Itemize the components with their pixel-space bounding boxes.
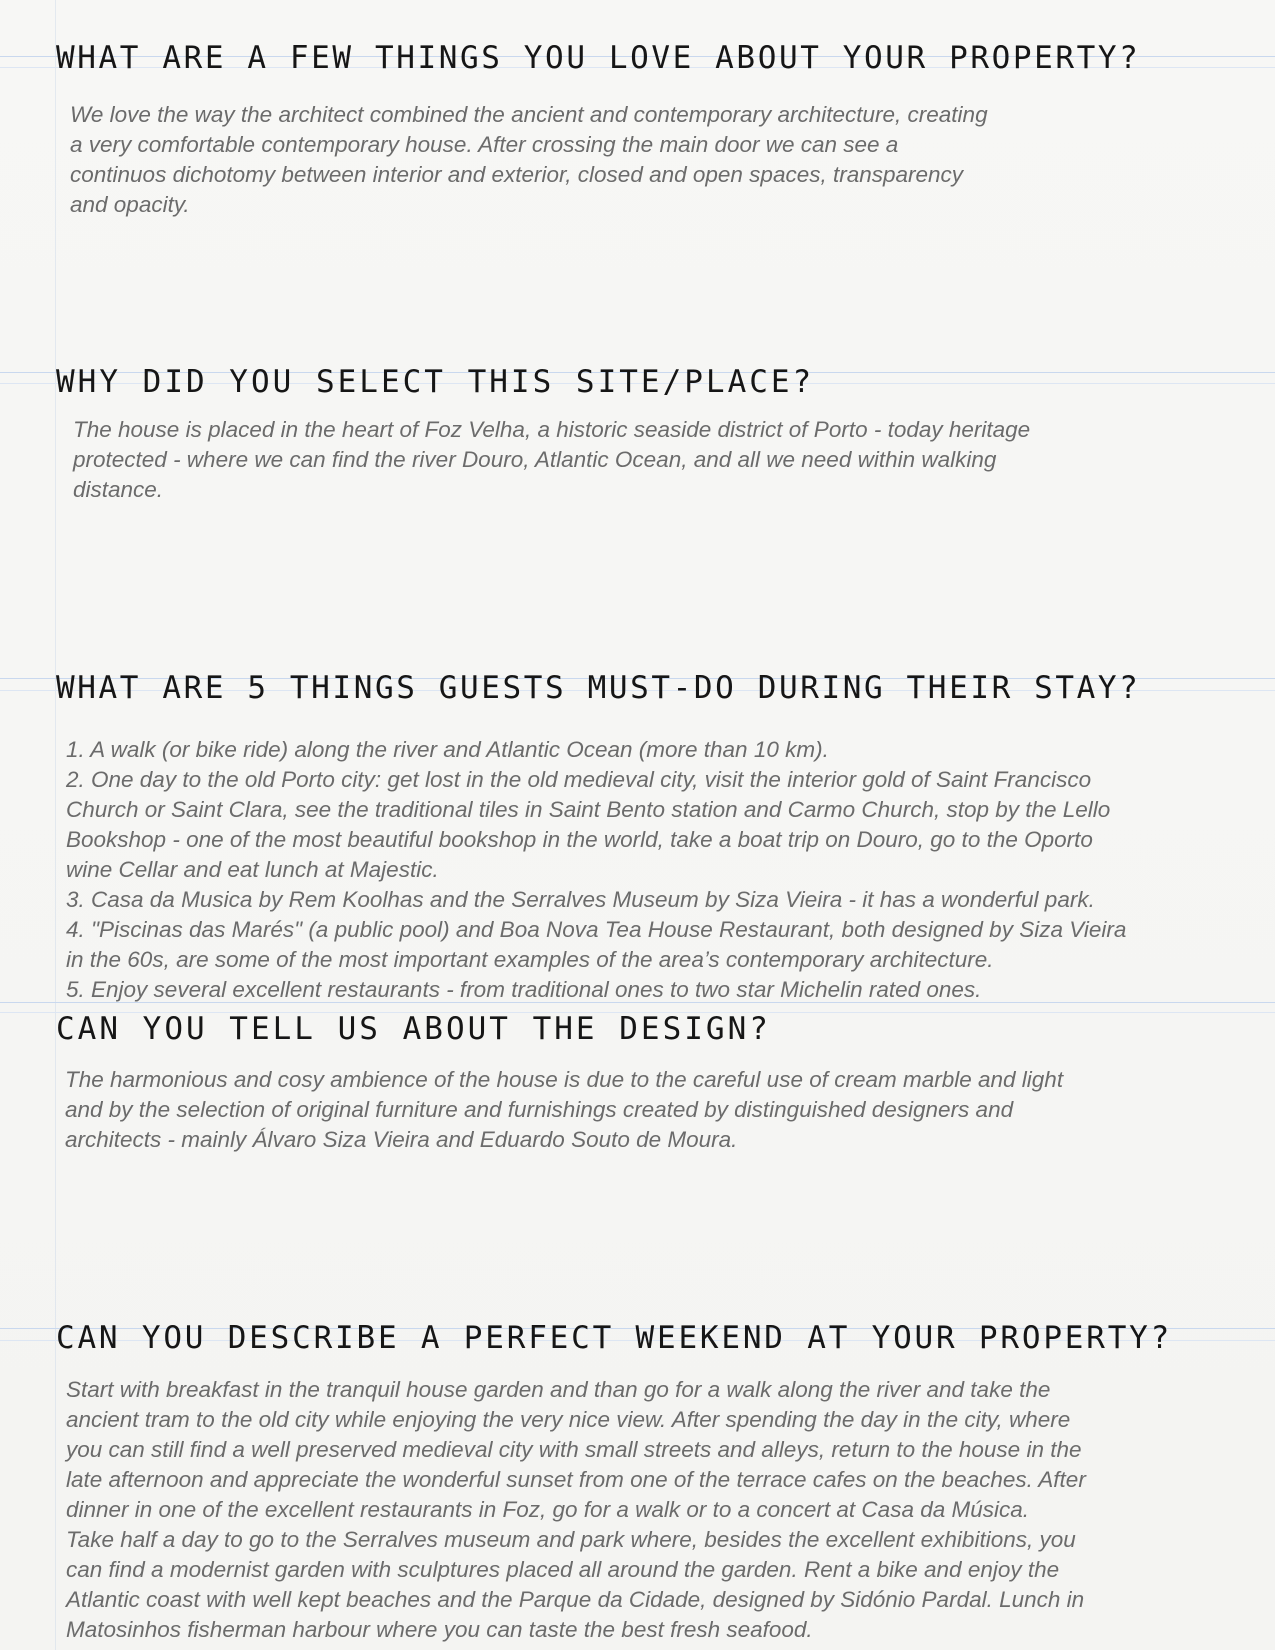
answer-line: Take half a day to go to the Serralves museum and park where, besides the excellent exhibitions, you — [66, 1527, 1076, 1552]
answer-line: 2. One day to the old Porto city: get lost in the old medieval city, visit the interior gold of Saint Francisco — [66, 767, 1092, 792]
answer-line: can find a modernist garden with sculptures placed all around the garden. Rent a bike and enjoy the — [66, 1557, 1060, 1582]
answer-line: you can still find a well preserved medieval city with small streets and alleys, return to the house in the — [66, 1437, 1082, 1462]
answer-line: continuos dichotomy between interior and exterior, closed and open spaces, transparency — [70, 162, 964, 187]
question-heading-design: CAN YOU TELL US ABOUT THE DESIGN? — [56, 1011, 771, 1047]
answer-line: Church or Saint Clara, see the traditional tiles in Saint Bento station and Carmo Church, stop by the Lello — [66, 797, 1111, 822]
answer-design — [65, 1065, 1265, 1155]
answer-line: and opacity. — [70, 192, 190, 217]
margin-line — [55, 0, 56, 1650]
answer-line: The harmonious and cosy ambience of the house is due to the careful use of cream marble and light — [65, 1067, 1064, 1092]
question-heading-must-do: WHAT ARE 5 THINGS GUESTS MUST-DO DURING THEIR STAY? — [56, 670, 1141, 706]
answer-line: wine Cellar and eat lunch at Majestic. — [66, 857, 439, 882]
answer-line: distance. — [73, 477, 164, 502]
answer-line: The house is placed in the heart of Foz Velha, a historic seaside district of Porto - today heritage — [73, 417, 1031, 442]
question-heading-select-site: WHY DID YOU SELECT THIS SITE/PLACE? — [56, 364, 815, 400]
answer-love-property — [70, 100, 1250, 220]
answer-perfect-weekend — [66, 1375, 1266, 1645]
answer-line: Atlantic coast with well kept beaches and the Parque da Cidade, designed by Sidónio Pardal. Lunch in — [66, 1587, 1085, 1612]
answer-line: protected - where we can find the river Douro, Atlantic Ocean, and all we need within walking — [73, 447, 997, 472]
answer-line: and by the selection of original furniture and furnishings created by distinguished designers and — [65, 1097, 1014, 1122]
question-heading-love-property: WHAT ARE A FEW THINGS YOU LOVE ABOUT YOUR PROPERTY? — [56, 40, 1141, 76]
answer-must-do — [66, 735, 1266, 1005]
answer-line: 3. Casa da Musica by Rem Koolhas and the Serralves Museum by Siza Vieira - it has a wonderful park. — [66, 887, 1095, 912]
answer-line: We love the way the architect combined the ancient and contemporary architecture, creating — [70, 102, 988, 127]
answer-line: ancient tram to the old city while enjoying the very nice view. After spending the day in the city, where — [66, 1407, 1071, 1432]
answer-line: dinner in one of the excellent restaurants in Foz, go for a walk or to a concert at Casa da Música. — [66, 1497, 1030, 1522]
answer-line: 5. Enjoy several excellent restaurants - from traditional ones to two star Michelin rated ones. — [66, 977, 982, 1002]
answer-line: architects - mainly Álvaro Siza Vieira and Eduardo Souto de Moura. — [65, 1127, 738, 1152]
answer-select-site — [73, 415, 1253, 505]
answer-line: 1. A walk (or bike ride) along the river and Atlantic Ocean (more than 10 km). — [66, 737, 829, 762]
answer-line: late afternoon and appreciate the wonderful sunset from one of the terrace cafes on the beaches. After — [66, 1467, 1086, 1492]
answer-line: Matosinhos fisherman harbour where you can taste the best fresh seafood. — [66, 1617, 813, 1642]
answer-line: in the 60s, are some of the most important examples of the area’s contemporary architecture. — [66, 947, 994, 972]
answer-line: Bookshop - one of the most beautiful bookshop in the world, take a boat trip on Douro, go to the Oporto — [66, 827, 1093, 852]
answer-line: Start with breakfast in the tranquil house garden and than go for a walk along the river and take the — [66, 1377, 1051, 1402]
answer-line: a very comfortable contemporary house. After crossing the main door we can see a — [70, 132, 899, 157]
question-heading-perfect-weekend: CAN YOU DESCRIBE A PERFECT WEEKEND AT YOUR PROPERTY? — [56, 1320, 1173, 1356]
answer-line: 4. "Piscinas das Marés" (a public pool) and Boa Nova Tea House Restaurant, both designed by Siza Vieira — [66, 917, 1127, 942]
